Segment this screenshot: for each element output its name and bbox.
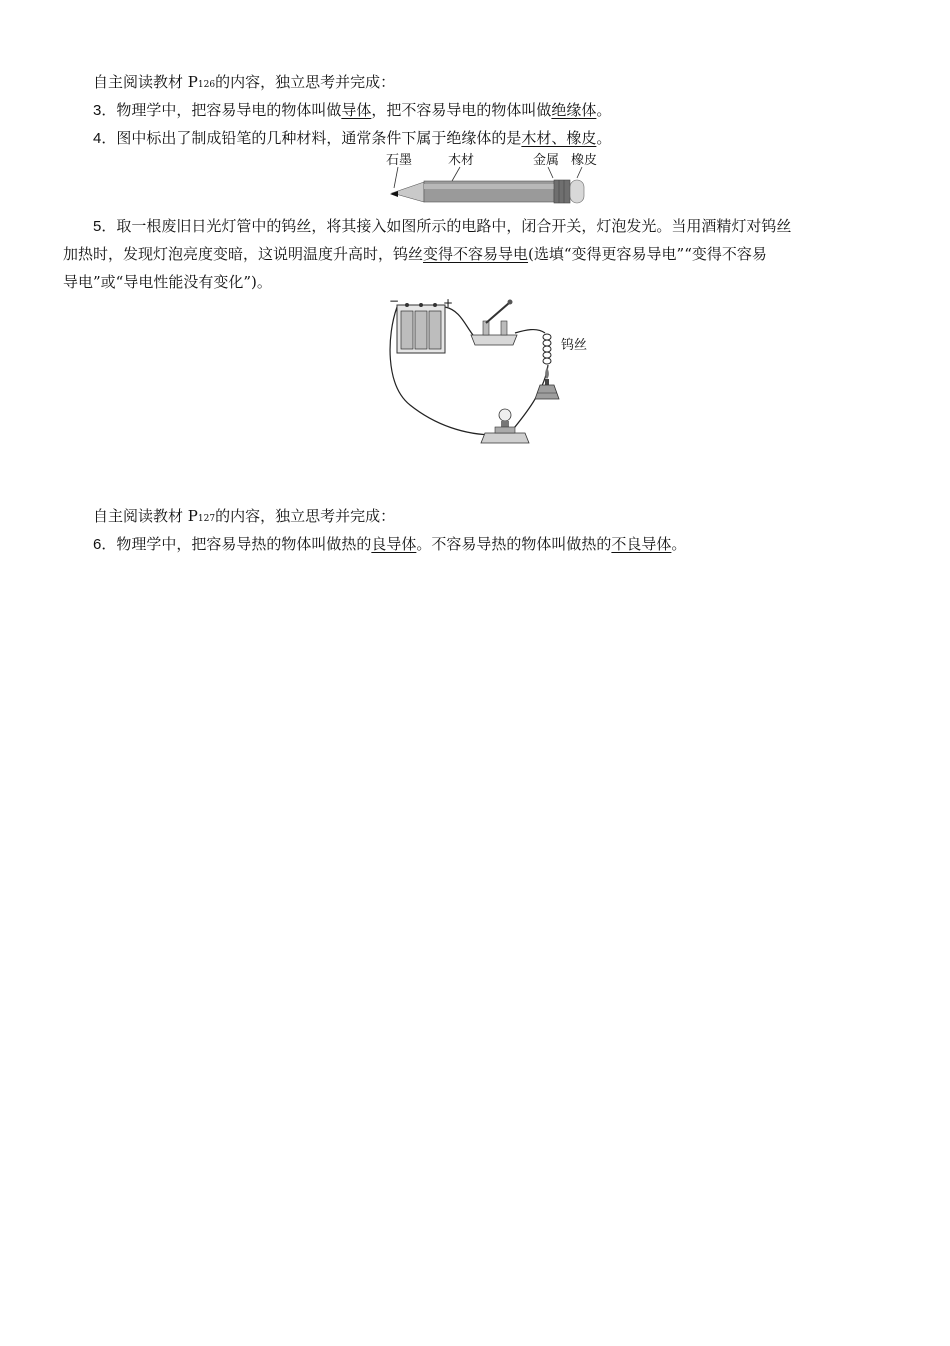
intro-text: 的内容，独立思考并完成： <box>215 73 396 91</box>
question-text: ，把不容易导电的物体叫做 <box>371 101 552 119</box>
switch-icon <box>471 300 517 346</box>
battery-icon <box>397 303 445 353</box>
minus-terminal-label: − <box>389 295 400 308</box>
question-text: (选填“变得更容易导电”“变得不容易 <box>528 245 767 263</box>
question-number: 5． <box>93 218 117 235</box>
circuit-figure <box>385 295 605 450</box>
intro-text: 自主阅读教材 P <box>93 507 198 525</box>
label-metal: 金属 <box>533 153 560 168</box>
plus-terminal-label: + <box>443 296 454 310</box>
section-intro-2 <box>93 506 395 529</box>
question-text: 。 <box>671 535 687 553</box>
question-text: 。不容易导热的物体叫做热的 <box>416 535 612 553</box>
question-text: 导电”或“导电性能没有变化”)。 <box>63 273 272 291</box>
question-number: 3． <box>93 102 117 119</box>
question-number: 6． <box>93 536 117 553</box>
answer-blank: 变得不容易导电 <box>423 245 529 263</box>
alcohol-lamp-icon <box>535 367 559 399</box>
intro-text: 自主阅读教材 P <box>93 73 198 91</box>
tungsten-label: 钨丝 <box>561 338 588 353</box>
page-number: 126 <box>197 80 216 90</box>
circuit-wire <box>445 307 473 335</box>
light-bulb-icon <box>481 409 529 443</box>
question-6 <box>93 534 686 555</box>
question-5-line-2 <box>63 244 767 264</box>
question-text: 。 <box>596 129 612 147</box>
question-5-line-1 <box>93 216 791 237</box>
question-number: 4． <box>93 130 117 147</box>
answer-blank: 绝缘体 <box>551 101 597 119</box>
section-intro-1 <box>93 72 395 95</box>
pencil-figure <box>370 148 600 204</box>
pencil-icon <box>390 180 584 203</box>
circuit-wire <box>515 330 545 333</box>
tungsten-coil-icon <box>543 334 551 364</box>
question-text: 取一根废旧日光灯管中的钨丝，将其接入如图所示的电路中，闭合开关，灯泡发光。当用酒精灯对钨丝 <box>116 217 792 235</box>
question-text: 图中标出了制成铅笔的几种材料，通常条件下属于绝缘体的是 <box>116 129 522 147</box>
answer-blank: 木材、橡皮 <box>521 129 597 147</box>
question-text: 物理学中，把容易导电的物体叫做 <box>116 101 342 119</box>
label-wood: 木材 <box>448 153 475 168</box>
answer-blank: 不良导体 <box>611 535 672 553</box>
label-rubber: 橡皮 <box>571 153 598 168</box>
answer-blank: 良导体 <box>371 535 417 553</box>
question-text: 。 <box>596 101 612 119</box>
answer-blank: 导体 <box>341 101 372 119</box>
label-graphite: 石墨 <box>386 153 413 168</box>
question-5-line-3 <box>63 272 272 292</box>
question-4 <box>93 128 611 149</box>
question-text: 加热时，发现灯泡亮度变暗，这说明温度升高时，钨丝 <box>63 245 424 263</box>
question-text: 物理学中，把容易导热的物体叫做热的 <box>116 535 372 553</box>
page-number: 127 <box>197 514 216 524</box>
question-3 <box>93 100 611 121</box>
intro-text: 的内容，独立思考并完成： <box>215 507 396 525</box>
